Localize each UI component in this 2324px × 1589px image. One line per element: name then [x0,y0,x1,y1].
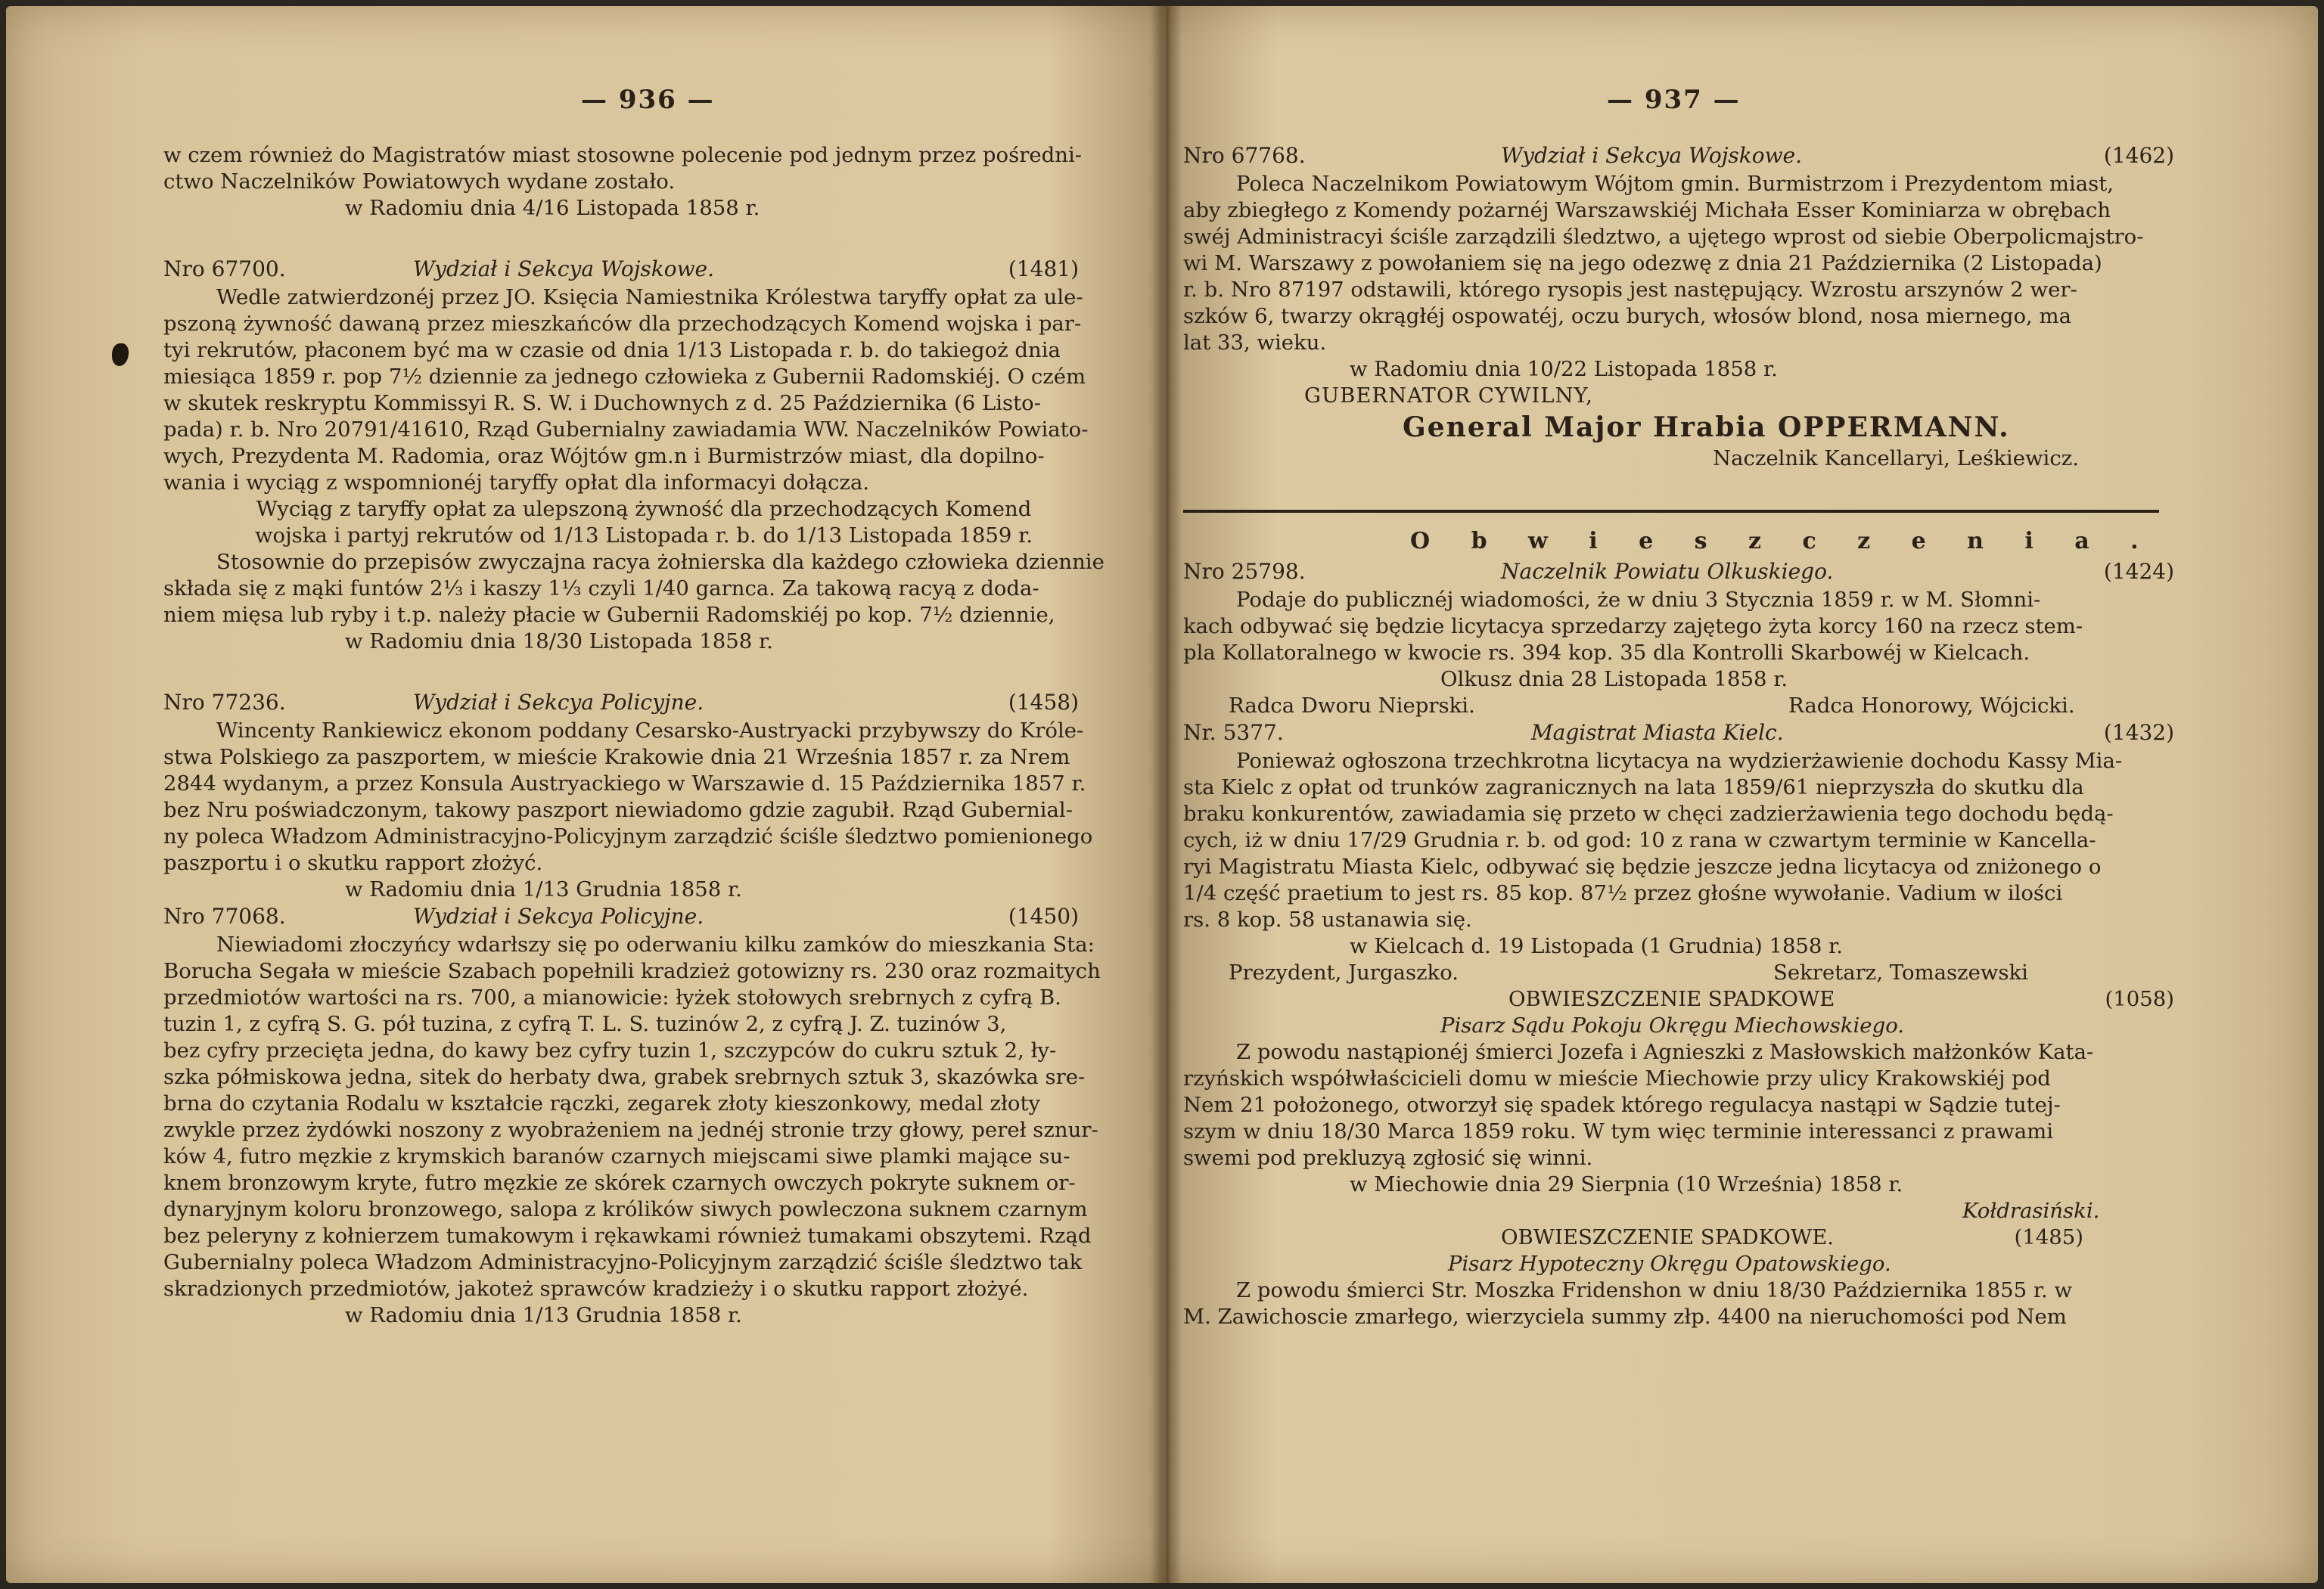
signature-right: Radca Honorowy, Wójcicki. [1788,694,2075,718]
text-line: wi M. Warszawy z powołaniem się na jego odezwę z dnia 21 Października (2 Listopada) [1183,251,2102,275]
text-line: Wedle zatwierdzonéj przez JO. Księcia Namiestnika Królestwa taryffy opłat za ule- [216,285,1083,309]
text-line: aby zbiegłego z Komendy pożarnéj Warszawskiéj Michała Esser Kominiarza w obrębach [1183,198,2111,222]
text-line: knem bronzowym kryte, futro męzkie ze skórek czarnych owczych pokryte suknem or- [163,1171,1076,1195]
notice-number: Nr. 5377. [1183,720,1284,745]
text-line: Z powodu nastąpionéj śmierci Jozefa i Agnieszki z Masłowskich małżonków Kata- [1236,1040,2094,1064]
text-line: dynaryjnym koloru bronzowego, salopa z królików siwych powleczona suknem czarnym [163,1197,1088,1221]
text-line: Borucha Segała w mieście Szabach popełnili kradzież gotowizny rs. 230 oraz rozmaitych [163,959,1101,983]
text-line: Poleca Naczelnikom Powiatowym Wójtom gmin. Burmistrzom i Prezydentom miast, [1236,172,2114,196]
text-line: Wyciąg z taryffy opłat za ulepszoną żywność dla przechodzących Komend [256,497,1032,521]
text-line: składa się z mąki funtów 2⅓ i kaszy 1⅓ czyli 1/40 garnca. Za takową racyą z doda- [163,576,1039,601]
notice-department: Wydział i Sekcya Wojskowe. [1501,143,1803,168]
notice-number: Nro 77236. [163,690,286,715]
left-page [6,6,1156,1583]
text-line: szków 6, twarzy okrągłéj ospowatéj, oczu burych, włosów blond, nosa miernego, ma [1183,304,2072,328]
date-line: w Radomiu dnia 4/16 Listopada 1858 r. [345,196,760,220]
notice-title: OBWIESZCZENIE SPADKOWE [1508,987,1835,1011]
notice-number: Nro 77068. [163,904,286,929]
text-line: pada) r. b. Nro 20791/41610, Rząd Gubernialny zawiadamia WW. Naczelników Powiato- [163,417,1089,442]
date-line: w Radomiu dnia 18/30 Listopada 1858 r. [345,629,773,653]
notice-department: Magistrat Miasta Kielc. [1531,720,1784,745]
text-line: wania i wyciąg z wspomnionéj taryffy opłat dla informacyi dołącza. [163,470,870,495]
section-title: O b w i e s z c z e n i a . [1410,528,2155,554]
text-line: w czem również do Magistratów miast stosowne polecenie pod jednym przez pośredni- [163,143,1083,167]
text-line: ny poleca Władzom Administracyjno-Policyjnym zarządzić ściśle śledztwo pomienionego [163,824,1093,849]
notice-serial: (1458) [1008,690,1079,715]
text-line: Niewiadomi złoczyńcy wdarłszy się po oderwaniu kilku zamków do mieszkania Sta: [216,933,1095,957]
text-line: brna do czytania Rodalu w kształcie rączki, zegarek złoty kieszonkowy, medal złoty [163,1091,1041,1116]
notice-serial: (1450) [1008,904,1079,929]
right-page [1168,6,2318,1583]
notice-subtitle: Pisarz Hypoteczny Okręgu Opatowskiego. [1448,1252,1891,1276]
notice-serial: (1432) [2103,720,2174,745]
text-line: pla Kollatoralnego w kwocie rs. 394 kop. 35 dla Kontrolli Skarbowéj w Kielcach. [1183,641,2030,665]
notice-number: Nro 25798. [1183,559,1306,584]
signature-name: General Major Hrabia OPPERMANN. [1403,411,2010,443]
text-line: Stosownie do przepisów zwyczajna racya żołnierska dla każdego człowieka dziennie [216,550,1105,574]
text-line: 2844 wydanym, a przez Konsula Austryackiego w Warszawie d. 15 Października 1857 r. [163,771,1086,796]
signature-left: Prezydent, Jurgaszko. [1229,961,1459,985]
signature-row [1183,693,2182,719]
text-line: tyi rekrutów, płaconem być ma w czasie od dnia 1/13 Listopada r. b. do takiegoż dnia [163,338,1061,362]
notice-serial: (1424) [2103,559,2174,584]
text-line: niem mięsa lub ryby i t.p. należy płacie w Gubernii Radomskiéj po kop. 7½ dziennie, [163,603,1055,627]
signature-row [1183,960,2182,986]
notice-heading [1183,719,2182,748]
notice-serial: (1462) [2103,143,2174,168]
signature-right: Sekretarz, Tomaszewski [1773,961,2028,985]
text-line: bez peleryny z kołnierzem tumakowym i rękawkami również tumakami obszytemi. Rząd [163,1224,1092,1248]
book-spread [6,6,2318,1583]
notice-serial: (1481) [1008,256,1079,281]
signature-left: Radca Dworu Nieprski. [1229,694,1475,718]
date-line: Olkusz dnia 28 Listopada 1858 r. [1440,667,1788,691]
left-page-text [163,142,1124,1329]
notice-serial: (1485) [2014,1225,2083,1249]
notice-heading [1183,986,2182,1013]
notice-heading [1183,1224,2182,1251]
text-line: miesiąca 1859 r. pop 7½ dziennie za jednego człowieka z Gubernii Radomskiéj. O czém [163,365,1086,389]
date-line: w Radomiu dnia 1/13 Grudnia 1858 r. [345,877,742,902]
text-line: wych, Prezydenta M. Radomia, oraz Wójtów gm.n i Burmistrzów miast, dla dopilno- [163,444,1045,468]
notice-heading [163,689,1124,718]
notice-heading [163,256,1124,284]
notice-title: OBWIESZCZENIE SPADKOWE. [1501,1225,1835,1249]
section-divider [1183,510,2159,513]
text-line: tuzin 1, z cyfrą S. G. pół tuzina, z cyfrą T. L. S. tuzinów 2, z cyfrą J. Z. tuzinów 3, [163,1012,1007,1036]
date-line: w Kielcach d. 19 Listopada (1 Grudnia) 1858 r. [1350,934,1844,958]
right-page-text [1183,142,2182,1330]
text-line: wojska i partyj rekrutów od 1/13 Listopada r. b. do 1/13 Listopada 1859 r. [254,523,1033,548]
notice-department: Naczelnik Powiatu Olkuskiego. [1501,559,1834,584]
text-line: skradzionych przedmiotów, jakoteż sprawców kradzieży i o skutku rapport złożyé. [163,1277,1029,1301]
notice-department: Wydział i Sekcya Policyjne. [413,690,704,715]
notice-department: Wydział i Sekcya Policyjne. [413,904,704,929]
text-line: M. Zawichoscie zmarłego, wierzyciela summy złp. 4400 na nieruchomości pod Nem [1183,1305,2067,1329]
text-line: swemi pod prekluzyą zgłosić się winni. [1183,1146,1593,1170]
date-line: w Radomiu dnia 10/22 Listopada 1858 r. [1350,357,1778,381]
text-line: bez cyfry przecięta jedna, do kawy bez cyfry tuzin 1, szczypców do cukru sztuk 2, ły- [163,1038,1057,1063]
text-line: ryi Magistratu Miasta Kielc, odbywać się będzie jeszcze jedna licytacya od zniżonego o [1183,855,2102,879]
notice-number: Nro 67700. [163,256,286,281]
text-line: rs. 8 kop. 58 ustanawia się. [1183,908,1472,932]
notice-heading [1183,142,2182,171]
text-line: Wincenty Rankiewicz ekonom poddany Cesarsko-Austryacki przybywszy do Króle- [216,718,1084,743]
notice-department: Wydział i Sekcya Wojskowe. [413,256,715,281]
text-line: ctwo Naczelników Powiatowych wydane zostało. [163,169,676,194]
text-line: kach odbywać się będzie licytacya sprzedarzy zajętego żyta korcy 160 na rzecz stem- [1183,614,2083,638]
text-line: bez Nru poświadczonym, takowy paszport niewiadomo gdzie zagubił. Rząd Gubernial- [163,798,1073,822]
signature: Kołdrasiński. [1962,1199,2100,1223]
text-line: 1/4 część praetium to jest rs. 85 kop. 87½ przez głośne wywołanie. Vadium w ilości [1183,881,2063,905]
text-line: rzyńskich współwłaścicieli domu w mieście Miechowie przy ulicy Krakowskiéj pod [1183,1066,2051,1091]
notice-heading [163,903,1124,932]
page-number: — 936 — [581,85,715,115]
text-line: sta Kielc z opłat od trunków zagranicznych na lata 1859/61 nieprzyszła do skutku dla [1183,775,2084,799]
text-line: Ponieważ ogłoszona trzechkrotna licytacya na wydzierżawienie dochodu Kassy Mia- [1236,749,2123,773]
text-line: paszportu i o skutku rapport złożyć. [163,851,543,875]
text-line: swéj Administracyi ściśle zarządzili śledztwo, a ujętego wprost od siebie Oberpolicmajstro- [1183,225,2144,249]
text-line: w skutek reskryptu Kommissyi R. S. W. i Duchownych z d. 25 Października (6 Listo- [163,391,1042,415]
text-line: Nem 21 położonego, otworzył się spadek którego regulacya nastąpi w Sądzie tutej- [1183,1093,2061,1117]
text-line: braku konkurentów, zawiadamia się przeto w chęci zadzierżawienia tego dochodu będą- [1183,802,2114,826]
text-line: Gubernialny poleca Władzom Administracyjno-Policyjnym zarządzić ściśle śledztwo tak [163,1250,1083,1274]
date-line: w Radomiu dnia 1/13 Grudnia 1858 r. [345,1303,742,1327]
signature-title: GUBERNATOR CYWILNY, [1304,383,1593,408]
text-line: szka półmiskowa jedna, sitek do herbaty dwa, grabek srebrnych sztuk 3, skazówka sre- [163,1065,1086,1089]
notice-subtitle: Pisarz Sądu Pokoju Okręgu Miechowskiego. [1440,1013,1905,1038]
notice-serial: (1058) [2105,987,2174,1011]
text-line: stwa Polskiego za paszportem, w mieście Krakowie dnia 21 Września 1857 r. za Nrem [163,745,1070,769]
text-line: ków 4, futro męzkie z krymskich baranów czarnych miejscami siwe plamki mające su- [163,1144,1070,1168]
text-line: cych, iż w dniu 17/29 Grudnia r. b. od god: 10 z rana w czwartym terminie w Kancella- [1183,828,2096,852]
text-line: Z powodu śmierci Str. Moszka Fridenshon w dniu 18/30 Października 1855 r. w [1236,1278,2073,1302]
notice-heading [1183,558,2182,587]
text-line: zwykle przez żydówki noszony z wyobrażeniem na jednéj stronie trzy głowy, pereł sznur- [163,1118,1098,1142]
text-line: szym w dniu 18/30 Marca 1859 roku. W tym więc terminie interessanci z prawami [1183,1119,2054,1144]
page-number: — 937 — [1607,85,1741,115]
date-line: w Miechowie dnia 29 Sierpnia (10 Września) 1858 r. [1350,1172,1903,1196]
text-line: r. b. Nro 87197 odstawili, którego rysopis jest następujący. Wzrostu arszynów 2 wer- [1183,278,2077,302]
text-line: pszoną żywność dawaną przez mieszkańców dla przechodzących Komend wojska i par- [163,312,1082,336]
signature-chancellery: Naczelnik Kancellaryi, Leśkiewicz. [1713,446,2079,470]
text-line: lat 33, wieku. [1183,331,1327,355]
text-line: Podaje do publicznéj wiadomości, że w dniu 3 Stycznia 1859 r. w M. Słomni- [1236,588,2041,612]
text-line: przedmiotów wartości na rs. 700, a mianowicie: łyżek stołowych srebrnych z cyfrą B. [163,985,1061,1010]
notice-number: Nro 67768. [1183,143,1306,168]
